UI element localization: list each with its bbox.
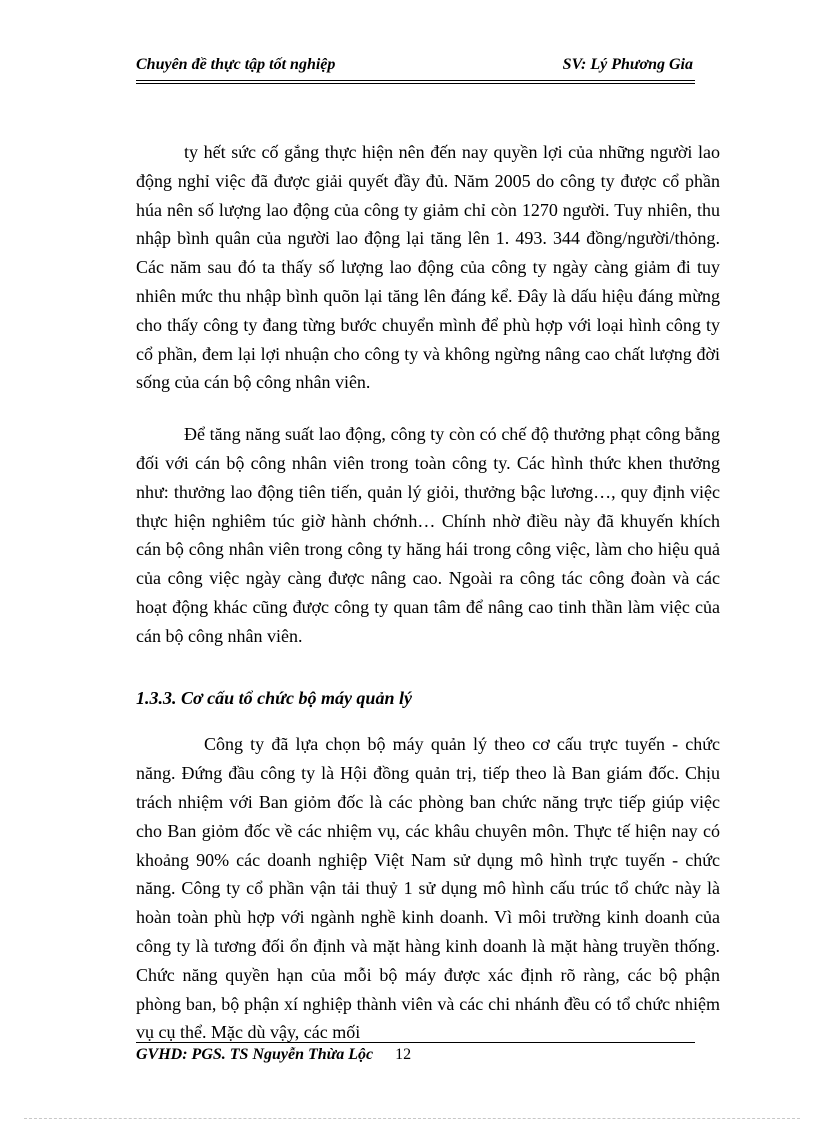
- document-body: [136, 138, 720, 1047]
- header-rule: [136, 80, 695, 81]
- paragraph-reward-policy: Để tăng năng suất lao động, công ty còn có chế độ thưởng phạt công bằng đối với cán bộ công nhân viên trong toàn công ty. Các hình thức khen thưởng như: thưởng lao động tiên tiến, quản lý giỏi, thưởng bậc lương…, quy định việc thực hiện nghiêm túc giờ hành chớnh… Chính nhờ điều này đã khuyến khích cán bộ công nhân viên trong công ty hăng hái trong công việc, làm cho hiệu quả của công việc ngày càng được nâng cao. Ngoài ra công tác công đoàn và các hoạt động khác cũng được công ty quan tâm để nâng cao tinh thần làm việc của cán bộ công nhân viên.: [136, 424, 720, 646]
- header-author: SV: Lý Phương Gia: [562, 56, 693, 73]
- header-title: Chuyên đề thực tập tốt nghiệp: [136, 56, 336, 73]
- footer-rule: [136, 1042, 695, 1043]
- paragraph-org-structure: Công ty đã lựa chọn bộ máy quản lý theo cơ cấu trực tuyến - chức năng. Đứng đầu công ty là Hội đồng quản trị, tiếp theo là Ban giám đốc. Chịu trách nhiệm với Ban giỏm đốc là các phòng ban chức năng trực tiếp giúp việc cho Ban giỏm đốc về các nhiệm vụ, các khâu chuyên môn. Thực tế hiện nay có khoảng 90% các doanh nghiệp Việt Nam sử dụng mô hình trực tuyến - chức năng. Công ty cổ phần vận tải thuỷ 1 sử dụng mô hình cấu trúc tổ chức này là hoàn toàn phù hợp với ngành nghề kinh doanh. Vì môi trường kinh doanh của công ty là tương đối ổn định và mặt hàng kinh doanh là mặt hàng truyền thống. Chức năng quyền hạn của mỗi bộ máy được xác định rõ ràng, các bộ phận phòng ban, bộ phận xí nghiệp thành viên và các chi nhánh đều có tổ chức nhiệm vụ cụ thể. Mặc dù vậy, các mối: [136, 734, 720, 1043]
- page-number: 12: [395, 1046, 412, 1063]
- header-rule-thin: [136, 83, 695, 84]
- page-edge: [24, 1118, 800, 1119]
- footer-supervisor: GVHD: PGS. TS Nguyễn Thừa Lộc: [136, 1046, 374, 1063]
- page-header: [136, 56, 695, 80]
- page-footer: [136, 1046, 411, 1064]
- section-heading: 1.3.3. Cơ cấu tổ chức bộ máy quản lý: [136, 687, 412, 708]
- paragraph-labor-income: ty hết sức cố gắng thực hiện nên đến nay quyền lợi của những người lao động nghỉ việc đã được giải quyết đầy đủ. Năm 2005 do công ty được cổ phần húa nên số lượng lao động của công ty giảm chỉ còn 1270 người. Tuy nhiên, thu nhập bình quân của người lao động lại tăng lên 1. 493. 344 đồng/người/thỏng. Các năm sau đó ta thấy số lượng lao động của công ty ngày càng giảm đi tuy nhiên mức thu nhập bình quõn lại tăng lên đáng kể. Đây là dấu hiệu đáng mừng cho thấy công ty đang từng bước chuyển mình để phù hợp với loại hình công ty cổ phần, đem lại lợi nhuận cho công ty và không ngừng nâng cao chất lượng đời sống của cán bộ công nhân viên.: [136, 142, 720, 393]
